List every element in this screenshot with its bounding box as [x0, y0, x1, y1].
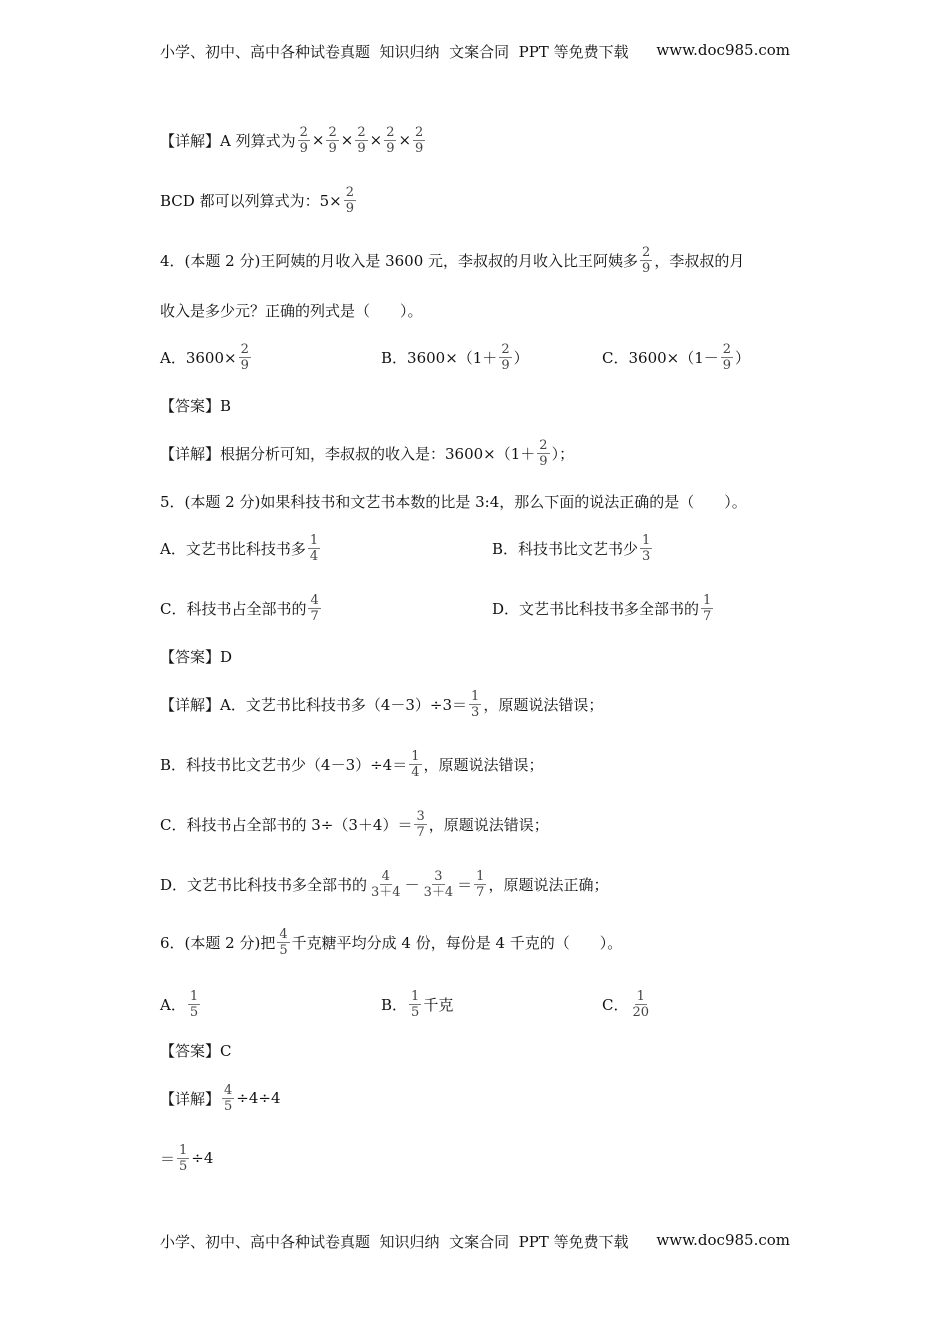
fraction-denominator: 9: [299, 140, 308, 156]
text-line: [160, 481, 800, 521]
text-line: [160, 588, 800, 628]
text-line: [160, 984, 800, 1024]
fraction: [326, 125, 338, 156]
fraction-denominator: 3＋4: [423, 884, 454, 900]
answer-option: [602, 984, 653, 1024]
text-run: ÷4÷4: [236, 1089, 281, 1107]
text-line: [160, 1030, 800, 1070]
fraction-denominator: 7: [703, 608, 712, 624]
text-run: ×: [369, 131, 383, 149]
fraction-numerator: 3: [416, 808, 425, 824]
fraction-numerator: 2: [539, 437, 548, 453]
fraction: [469, 689, 481, 720]
text-run: 【详解】A 列算式为: [160, 131, 296, 150]
fraction-denominator: 9: [539, 453, 548, 469]
fraction-numerator: 1: [703, 592, 712, 608]
footer-text: 小学、初中、高中各种试卷真题 知识归纳 文案合同 PPT 等免费下载: [160, 1233, 629, 1251]
text-line: [160, 744, 800, 784]
fraction: [414, 809, 426, 840]
fraction-numerator: 4: [279, 926, 288, 942]
fraction-denominator: 9: [501, 357, 510, 373]
text-run: C．: [602, 995, 629, 1014]
text-run: A．文艺书比科技书多: [160, 539, 306, 558]
fraction-denominator: 4: [309, 548, 319, 564]
text-line: [160, 290, 800, 330]
text-line: [160, 180, 800, 220]
answer-option: [160, 337, 253, 377]
text-run: ）: [735, 348, 751, 367]
fraction-numerator: 2: [240, 341, 249, 357]
fraction-numerator: 1: [642, 532, 651, 548]
fraction-denominator: 9: [642, 260, 651, 276]
text-line: [160, 240, 800, 280]
fraction: [239, 342, 251, 373]
fraction-denominator: 5: [224, 1098, 233, 1114]
fraction-numerator: 1: [471, 688, 480, 704]
fraction-numerator: 1: [179, 1142, 188, 1158]
text-run: ×: [340, 131, 354, 149]
text-line: [160, 636, 800, 676]
text-run: ×: [398, 131, 412, 149]
fraction-numerator: 1: [189, 988, 199, 1004]
page-header: [160, 41, 790, 62]
fraction-numerator: 2: [501, 341, 510, 357]
fraction-denominator: 3: [471, 704, 480, 720]
text-run: B．: [381, 995, 408, 1014]
fraction: [701, 593, 713, 624]
text-run: ）: [513, 348, 529, 367]
text-run: －: [404, 875, 420, 894]
fraction-denominator: 5: [179, 1158, 188, 1174]
fraction-denominator: 7: [416, 824, 425, 840]
fraction-numerator: 2: [345, 184, 354, 200]
fraction: [344, 185, 356, 216]
fraction: [640, 245, 652, 276]
fraction: [384, 125, 396, 156]
fraction: [188, 989, 200, 1020]
answer-option: [492, 588, 715, 628]
fraction: [355, 125, 367, 156]
text-run: B．3600×（1＋: [381, 348, 498, 367]
fraction: [177, 1143, 189, 1174]
text-run: 4．(本题 2 分)王阿姨的月收入是 3600 元，李叔叔的月收入比王阿姨多: [160, 251, 639, 270]
fraction: [369, 869, 403, 900]
text-run: ，原题说法错误；: [428, 815, 549, 834]
text-line: [160, 1078, 800, 1118]
fraction: [640, 533, 652, 564]
text-run: D．文艺书比科技书多全部书的: [160, 875, 368, 894]
answer-option: [602, 337, 750, 377]
fraction: [222, 1083, 234, 1114]
text-line: [160, 922, 800, 962]
text-run: 【答案】B: [160, 396, 232, 415]
answer-option: [381, 337, 529, 377]
fraction: [474, 869, 486, 900]
fraction-numerator: 2: [722, 341, 732, 357]
text-run: 千克: [423, 995, 454, 1014]
fraction: [409, 749, 421, 780]
text-run: 收入是多少元？正确的列式是（ ）。: [160, 301, 423, 320]
text-run: C．科技书占全部书的 3÷（3＋4）＝: [160, 815, 413, 834]
fraction-numerator: 4: [224, 1082, 233, 1098]
fraction-numerator: 2: [642, 244, 651, 260]
fraction-denominator: 5: [189, 1004, 199, 1020]
text-run: A．3600×: [160, 348, 237, 367]
fraction-denominator: 3: [642, 548, 651, 564]
text-run: ×: [311, 131, 325, 149]
answer-option: [160, 588, 323, 628]
fraction-numerator: 1: [636, 988, 645, 1004]
header-text: 小学、初中、高中各种试卷真题 知识归纳 文案合同 PPT 等免费下载: [160, 43, 629, 61]
fraction: [308, 533, 320, 564]
answer-option: [492, 528, 654, 568]
text-run: 【详解】: [160, 1089, 221, 1108]
text-run: 6．(本题 2 分)把: [160, 933, 276, 952]
fraction-numerator: 1: [411, 748, 420, 764]
fraction-denominator: 5: [411, 1004, 420, 1020]
text-line: [160, 385, 800, 425]
text-run: 【详解】根据分析可知，李叔叔的收入是：3600×（1＋: [160, 444, 536, 463]
text-line: [160, 433, 800, 473]
fraction-denominator: 5: [279, 942, 288, 958]
fraction-denominator: 3＋4: [371, 884, 401, 900]
fraction-numerator: 2: [299, 124, 308, 140]
text-run: ＝: [457, 875, 473, 894]
text-line: [160, 528, 800, 568]
text-run: D．文艺书比科技书多全部书的: [492, 599, 700, 618]
answer-option: [381, 984, 453, 1024]
fraction-numerator: 1: [476, 868, 485, 884]
text-run: ，李叔叔的月: [654, 251, 745, 270]
page-footer: [160, 1231, 790, 1252]
text-line: [160, 120, 800, 160]
text-line: [160, 684, 800, 724]
text-line: [160, 864, 800, 904]
answer-option: [160, 984, 202, 1024]
fraction-numerator: 1: [411, 988, 420, 1004]
fraction-denominator: 9: [357, 140, 366, 156]
fraction-denominator: 9: [386, 140, 395, 156]
text-run: 5．(本题 2 分)如果科技书和文艺书本数的比是 3:4，那么下面的说法正确的是（ ）。: [160, 492, 747, 511]
fraction-numerator: 1: [309, 532, 319, 548]
fraction-denominator: 9: [240, 357, 249, 373]
text-run: ，原题说法正确；: [488, 875, 609, 894]
fraction-denominator: 7: [476, 884, 485, 900]
text-run: ，原题说法错误；: [423, 755, 544, 774]
text-run: A．: [160, 995, 186, 1014]
fraction-numerator: 4: [310, 592, 319, 608]
fraction-numerator: 2: [386, 124, 395, 140]
fraction-denominator: 4: [411, 764, 420, 780]
fraction-denominator: 9: [415, 140, 424, 156]
fraction-numerator: 2: [357, 124, 366, 140]
fraction-denominator: 9: [722, 357, 732, 373]
text-run: 【答案】C: [160, 1041, 232, 1060]
header-url: www.doc985.com: [656, 41, 790, 59]
fraction: [630, 989, 651, 1020]
text-run: B．科技书比文艺书少（4－3）÷4＝: [160, 755, 408, 774]
fraction: [409, 989, 421, 1020]
fraction: [499, 342, 511, 373]
fraction: [308, 593, 320, 624]
fraction: [298, 125, 310, 156]
fraction-numerator: 2: [328, 124, 337, 140]
text-run: ，原题说法错误；: [483, 695, 604, 714]
text-run: B．科技书比文艺书少: [492, 539, 639, 558]
text-line: [160, 1138, 800, 1178]
text-run: ＝: [160, 1149, 176, 1168]
text-run: 【详解】A．文艺书比科技书多（4－3）÷3＝: [160, 695, 468, 714]
fraction-denominator: 9: [345, 200, 354, 216]
fraction-numerator: 4: [381, 868, 390, 884]
footer-url: www.doc985.com: [656, 1231, 790, 1249]
text-line: [160, 337, 800, 377]
fraction-numerator: 2: [415, 124, 424, 140]
text-run: ÷4: [191, 1149, 214, 1167]
answer-option: [160, 528, 322, 568]
text-line: [160, 804, 800, 844]
text-run: 【答案】D: [160, 647, 233, 666]
text-run: 千克糖平均分成 4 份，每份是 4 千克的（ ）。: [291, 933, 623, 952]
fraction: [537, 438, 549, 469]
fraction: [277, 927, 289, 958]
fraction: [422, 869, 456, 900]
fraction-denominator: 7: [310, 608, 319, 624]
fraction-numerator: 3: [434, 868, 443, 884]
text-run: C．科技书占全部书的: [160, 599, 307, 618]
text-run: C．3600×（1－: [602, 348, 719, 367]
fraction: [413, 125, 425, 156]
fraction: [721, 342, 733, 373]
fraction-denominator: 20: [632, 1004, 650, 1020]
fraction-denominator: 9: [328, 140, 337, 156]
text-run: ）；: [551, 444, 575, 463]
text-run: BCD 都可以列算式为：5×: [160, 191, 342, 210]
